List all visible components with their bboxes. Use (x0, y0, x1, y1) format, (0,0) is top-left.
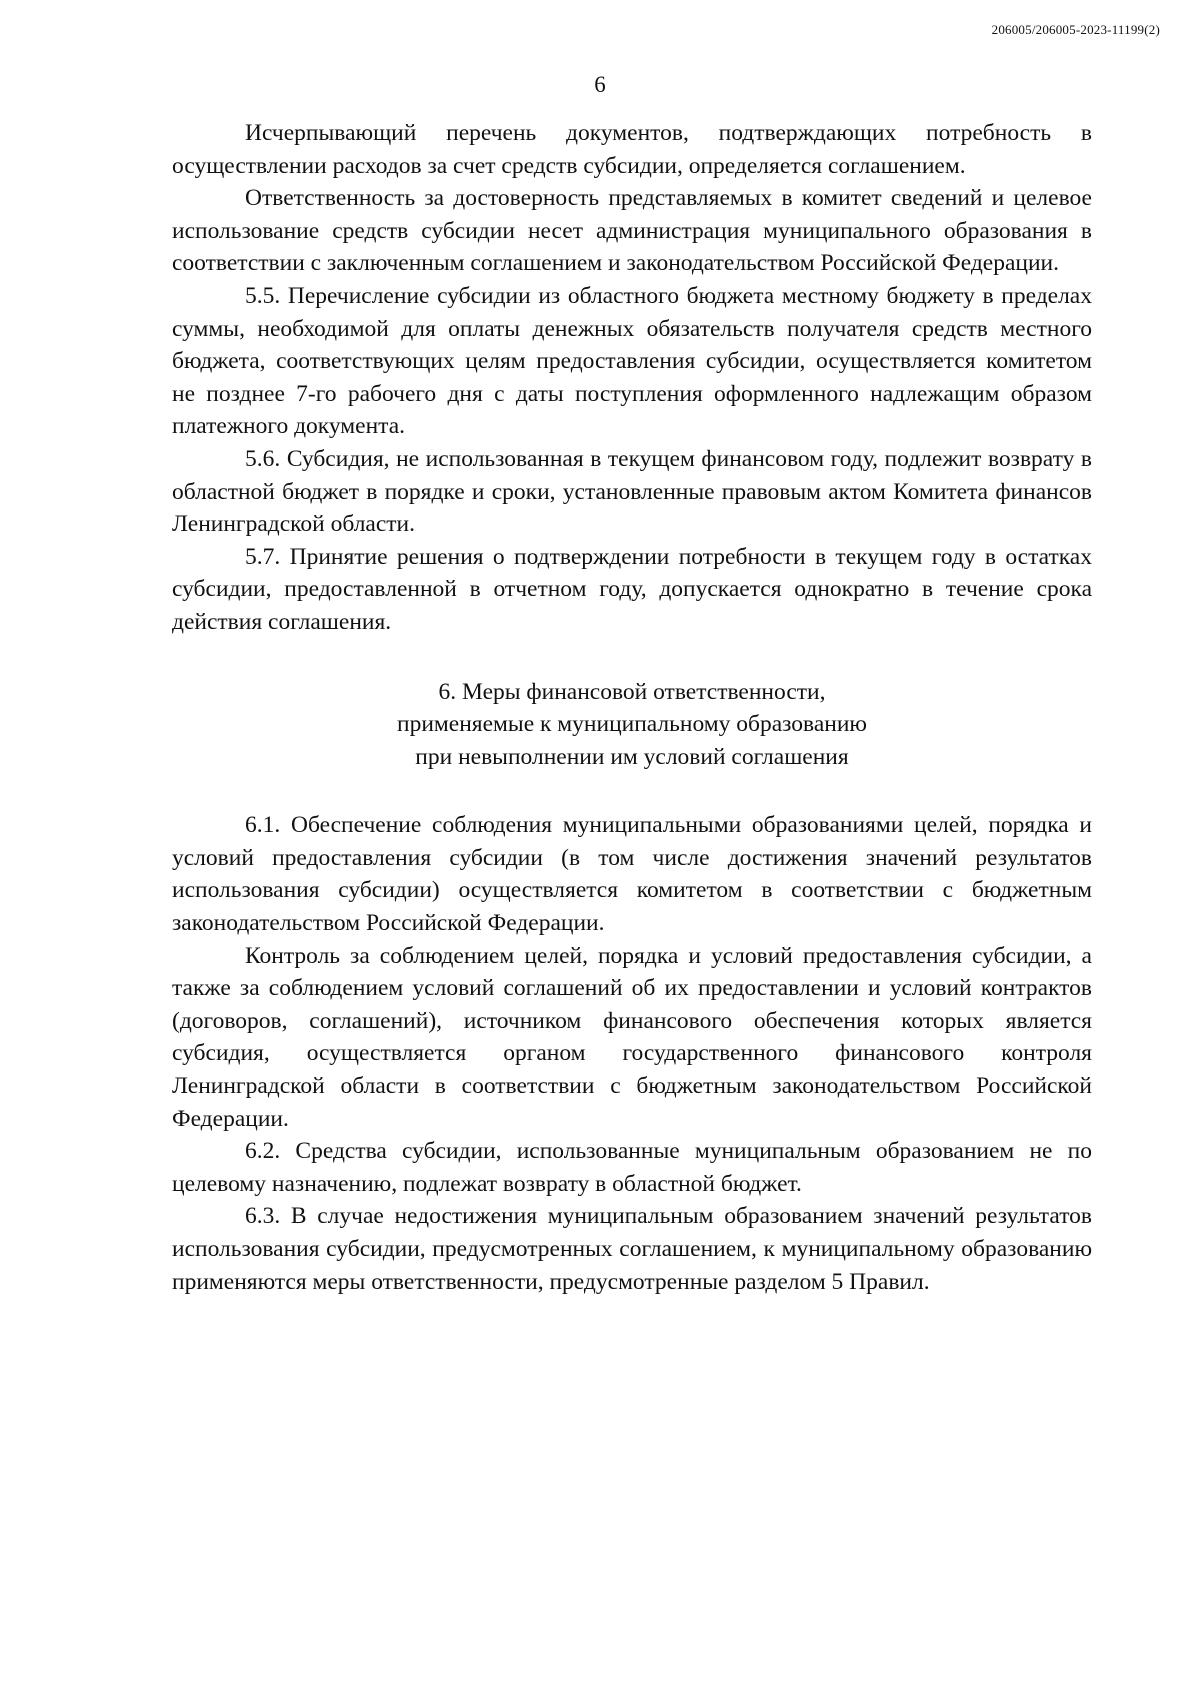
paragraph-6-1: 6.1. Обеспечение соблюдения муниципальными образованиями целей, порядка и условий предоставления субсидии (в том числе достижения значений результатов использования субсидии) осуществляется комитетом в соответствии с бюджетным законодательством Российской Федерации. (172, 812, 1092, 937)
paragraph-responsibility: Ответственность за достоверность представляемых в комитет сведений и целевое использование средств субсидии несет администрация муниципального образования в соответствии с заключенным соглашением и законодательством Российской Федерации. (172, 185, 1092, 277)
section-heading-6 (172, 676, 1092, 774)
section-heading-line-3: при невыполнении им условий соглашения (415, 743, 849, 770)
paragraph-control: Контроль за соблюдением целей, порядка и условий предоставления субсидии, а также за соблюдением условий соглашений об их предоставлении и условий контрактов (договоров, соглашений), источником финансового обеспечения которых является субсидия, осуществляется органом государственного финансового контроля Ленинградской области в соответствии с бюджетным законодательством Российской Федерации. (172, 942, 1092, 1132)
section-heading-line-2: применяемые к муниципальному образованию (397, 711, 867, 738)
page-number: 6 (594, 72, 606, 97)
paragraph-5-6: 5.6. Субсидия, не использованная в текущем финансовом году, подлежит возврату в областной бюджет в порядке и сроки, установленные правовым актом Комитета финансов Ленинградской области. (172, 445, 1092, 538)
document-body (172, 117, 1092, 1298)
paragraph-5-7: 5.7. Принятие решения о подтверждении потребности в текущем году в остатках субсидии, предоставленной в отчетном году, допускается однократно в течение срока действия соглашения. (172, 543, 1092, 635)
document-id: 206005/206005-2023-11199(2) (991, 22, 1160, 37)
paragraph-5-5: 5.5. Перечисление субсидии из областного бюджета местному бюджету в пределах суммы, необходимой для оплаты денежных обязательств получателя средств местного бюджета, соответствующих целям предоставления субсидии, осуществляется комитетом не позднее 7-го рабочего дня с даты поступления оформленного надлежащим образом платежного документа. (172, 282, 1092, 440)
paragraph-6-2: 6.2. Средства субсидии, использованные муниципальным образованием не по целевому назначению, подлежат возврату в областной бюджет. (172, 1138, 1092, 1197)
paragraph-documents-list: Исчерпывающий перечень документов, подтверждающих потребность в осуществлении расходов за счет средств субсидии, определяется соглашением. (172, 120, 1092, 179)
section-heading-line-1: 6. Меры финансовой ответственности, (438, 678, 826, 705)
paragraph-6-3: 6.3. В случае недостижения муниципальным образованием значений результатов использования субсидии, предусмотренных соглашением, к муниципальному образованию применяются меры ответственности, предусмотренные разделом 5 Правил. (172, 1203, 1092, 1295)
